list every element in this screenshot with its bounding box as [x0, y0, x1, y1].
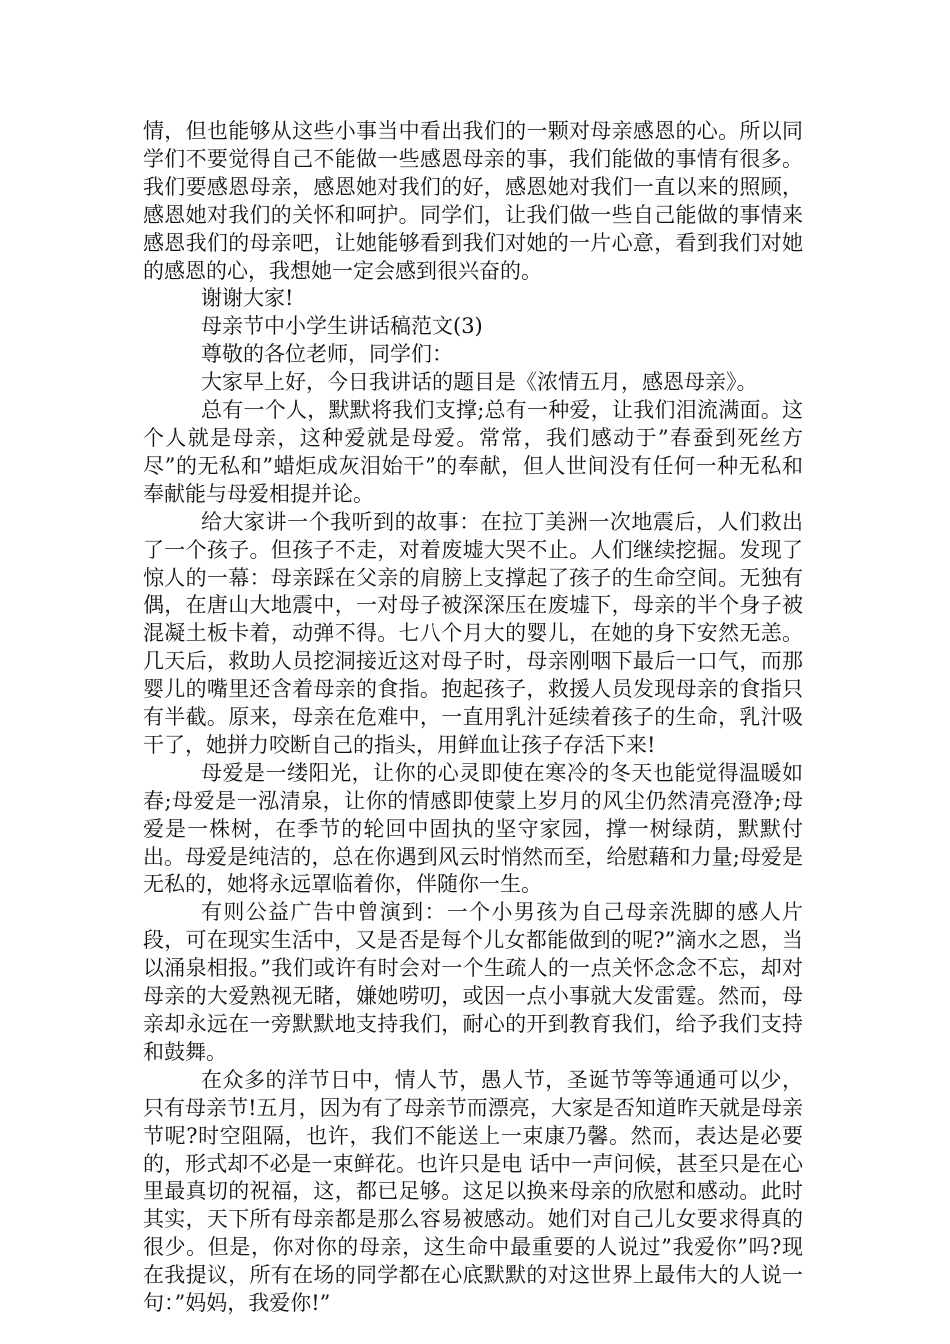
paragraph-intro: 大家早上好，今日我讲话的题目是《浓情五月，感恩母亲》。	[201, 370, 758, 395]
paragraph-body: 总有一个人，默默将我们支撑;总有一种爱，让我们泪流满面。这个人就是母亲，这种爱就是母爱。常常，我们感动于”春蚕到死丝方尽”的无私和”蜡炬成灰泪始干”的奉献，但人世间没有任何一种无私和奉献能与母爱相提并论。	[143, 398, 803, 506]
paragraph-thanks: 谢谢大家!	[201, 286, 294, 311]
paragraph-metaphor: 母爱是一缕阳光，让你的心灵即使在寒冷的冬天也能觉得温暖如春;母爱是一泓清泉，让你的情感即使蒙上岁月的风尘仍然清亮澄净;母爱是一株树，在季节的轮回中固执的坚守家园，撑一树绿荫，默默付出。母爱是纯洁的，总在你遇到风云时悄然而至，给慰藉和力量;母爱是无私的，她将永远罩临着你，伴随你一生。	[143, 760, 803, 897]
paragraph-mothers-day: 在众多的洋节日中，情人节，愚人节，圣诞节等等通通可以少，只有母亲节!五月，因为有了母亲节而漂亮，大家是否知道昨天就是母亲节呢?时空阻隔，也许，我们不能送上一束康乃馨。然而，表达是必要的，形式却不必是一束鲜花。也许只是电 话中一声问候，甚至只是在心里最真切的祝福，这，都已足够。这足以换来母亲的欣慰和感动。此时其实，天下所有母亲都是那么容易被感动。她们对自己儿女要求得真的很少。但是，你对你的母亲，这生命中最重要的人说过”我爱你”吗?现在我提议，所有在场的同学都在心底默默的对这世界上最伟大的人说一句：”妈妈，我爱你!”	[143, 1067, 803, 1316]
paragraph-story: 给大家讲一个我听到的故事：在拉丁美洲一次地震后，人们救出了一个孩子。但孩子不走，对着废墟大哭不止。人们继续挖掘。发现了惊人的一幕：母亲踩在父亲的肩膀上支撑起了孩子的生命空间。无独有偶，在唐山大地震中，一对母子被深深压在废墟下，母亲的半个身子被混凝土板卡着，动弹不得。七八个月大的婴儿，在她的身下安然无恙。几天后，救助人员挖洞接近这对母子时，母亲刚咽下最后一口气，而那婴儿的嘴里还含着母亲的食指。抱起孩子，救援人员发现母亲的食指只有半截。原来，母亲在危难中，一直用乳汁延续着孩子的生命，乳汁吸干了，她拼力咬断自己的指头，用鲜血让孩子存活下来!	[143, 509, 803, 757]
paragraph-greeting: 尊敬的各位老师，同学们：	[201, 342, 453, 367]
paragraph-advertisement: 有则公益广告中曾演到：一个小男孩为自己母亲洗脚的感人片段，可在现实生活中，又是否是每个儿女都能做到的呢?”滴水之恩，当以涌泉相报。”我们或许有时会对一个生疏人的一点关怀念念不忘，却对母亲的大爱熟视无睹，嫌她唠叨，或因一点小事就大发雷霆。然而，母亲却永远在一旁默默地支持我们，耐心的开到教育我们，给予我们支持和鼓舞。	[143, 900, 803, 1064]
paragraph-continuation: 情，但也能够从这些小事当中看出我们的一颗对母亲感恩的心。所以同学们不要觉得自己不能做一些感恩母亲的事，我们能做的事情有很多。我们要感恩母亲，感恩她对我们的好，感恩她对我们一直以来的照顾，感恩她对我们的关怀和呵护。同学们，让我们做一些自己能做的事情来感恩我们的母亲吧，让她能够看到我们对她的一片心意，看到我们对她的感恩的心，我想她一定会感到很兴奋的。	[143, 119, 803, 283]
document-page	[143, 118, 803, 1318]
section-title: 母亲节中小学生讲话稿范文(3)	[201, 314, 483, 339]
